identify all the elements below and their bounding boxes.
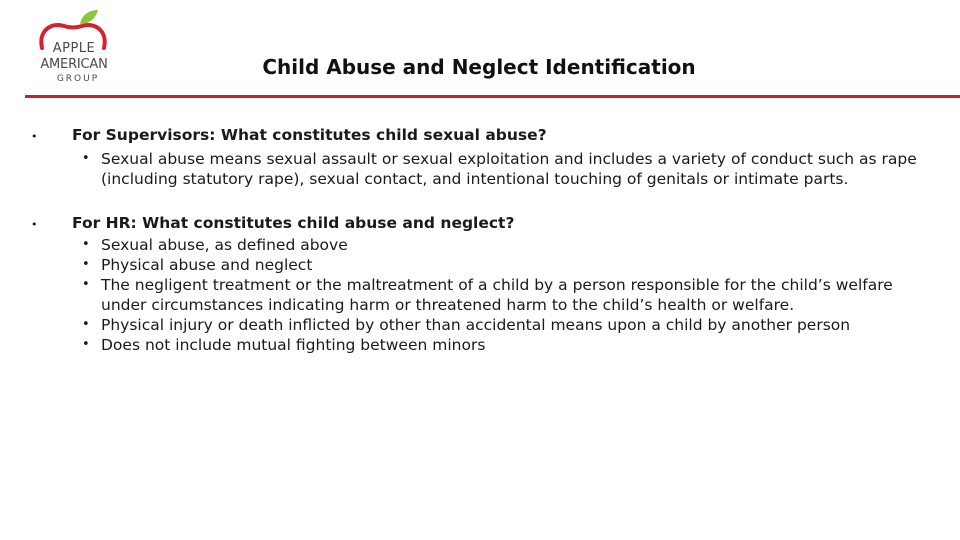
- list-item-text: Physical abuse and neglect: [101, 256, 313, 274]
- bullet-icon: •: [31, 130, 38, 143]
- section-heading: For Supervisors: What constitutes child sexual abuse?: [72, 126, 547, 144]
- bullet-icon: •: [82, 237, 90, 252]
- apple-american-group-logo: [28, 8, 120, 92]
- header-divider: [25, 95, 960, 98]
- bullet-icon: •: [82, 151, 90, 166]
- bullet-icon: •: [82, 337, 90, 352]
- bullet-icon: •: [82, 257, 90, 272]
- bullet-icon: •: [31, 218, 38, 231]
- logo-line-group: GROUP: [56, 74, 100, 84]
- list-item-text: Sexual abuse means sexual assault or sexual exploitation and includes a variety of conduct such as rape (including statutory rape), sexual contact, and intentional touching of genitals or intimate parts.: [101, 150, 917, 188]
- bullet-icon: •: [82, 317, 90, 332]
- section-heading: For HR: What constitutes child abuse and neglect?: [72, 214, 515, 232]
- list-item-text: Physical injury or death inflicted by other than accidental means upon a child by another person: [101, 316, 851, 334]
- list-item-text: Sexual abuse, as defined above: [101, 236, 348, 254]
- bullet-icon: •: [82, 277, 90, 292]
- logo-line-american: AMERICAN: [40, 57, 108, 72]
- list-item-text: The negligent treatment or the maltreatment of a child by a person responsible for the child’s welfare under circumstances indicating harm or threatened harm to the child’s health or welfare.: [101, 276, 893, 314]
- logo-line-apple: APPLE: [52, 41, 96, 56]
- page-title: Child Abuse and Neglect Identification: [262, 55, 696, 79]
- list-item-text: Does not include mutual fighting between minors: [101, 336, 486, 354]
